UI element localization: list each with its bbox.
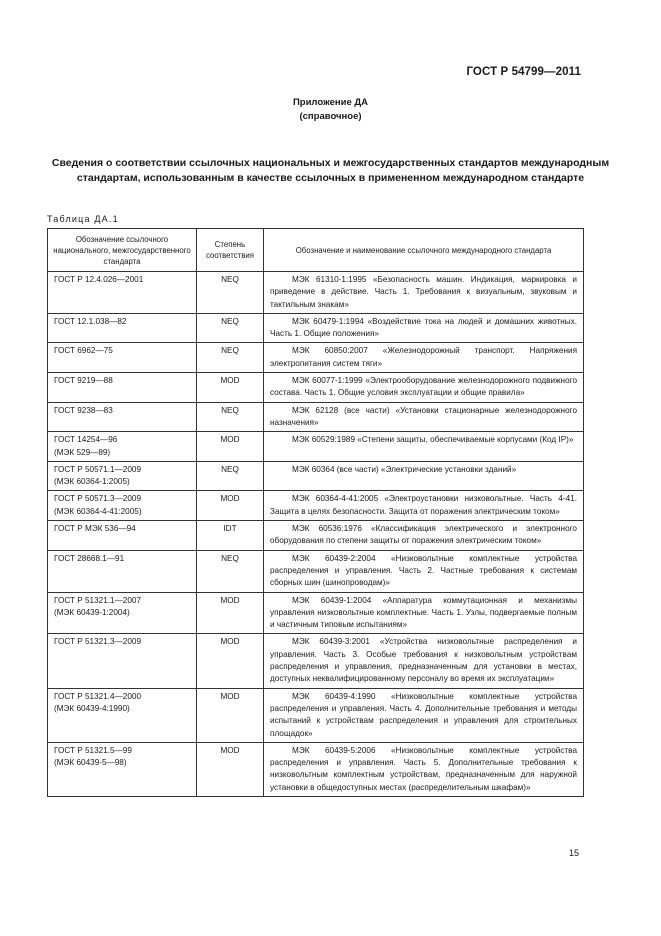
table-row (48, 313, 584, 343)
international-standard-cell: МЭК 60364-4-41:2005 «Электроустановки низковольтные. Часть 4-41. Защита в целях безопасности. Защита от поражения электрическим током» (264, 491, 584, 521)
correspondence-table (47, 228, 584, 797)
table-row (48, 634, 584, 688)
column-header-national-standard: Обозначение ссылочного национального, межгосударственного стандарта (48, 229, 197, 272)
table-body (48, 272, 584, 797)
section-heading: Сведения о соответствии ссылочных национальных и межгосударственных стандартов международным стандартам, использованным в качестве ссылочных в примененном международном стандарте (51, 157, 610, 184)
table-row (48, 688, 584, 742)
national-standard-cell: ГОСТ 28668.1—91 (48, 550, 197, 592)
page-number: 15 (568, 848, 579, 858)
national-standard-cell: ГОСТ Р 51321.1—2007 (МЭК 60439-1:2004) (48, 592, 197, 634)
table-row (48, 491, 584, 521)
degree-cell: NEQ (197, 313, 264, 343)
national-standard-cell: ГОСТ 9238—83 (48, 402, 197, 432)
international-standard-cell: МЭК 60077-1:1999 «Электрооборудование железнодорожного подвижного состава. Часть 1. Общие условия эксплуатации и общие правила» (264, 373, 584, 403)
international-standard-cell: МЭК 60439-2:2004 «Низковольтные комплектные устройства распределения и управления. Часть 2. Частные требования к системам сборных шин (шинопроводам)» (264, 550, 584, 592)
degree-cell: NEQ (197, 272, 264, 314)
national-standard-cell: ГОСТ 12.1.038—82 (48, 313, 197, 343)
national-standard-cell: ГОСТ Р 50571.3—2009 (МЭК 60364-4-41:2005) (48, 491, 197, 521)
international-standard-cell: МЭК 60439-4:1990 «Низковольтные комплектные устройства распределения и управления. Часть 4. Дополнительные требования и методы испытаний к устройствам распределения и управления для строительных площадок» (264, 688, 584, 742)
table-header-row (48, 229, 584, 272)
national-standard-cell: ГОСТ Р 51321.3—2009 (48, 634, 197, 688)
national-standard-cell: ГОСТ Р 51321.4—2000 (МЭК 60439-4:1990) (48, 688, 197, 742)
degree-cell: NEQ (197, 343, 264, 373)
international-standard-cell: МЭК 60529:1989 «Степени защиты, обеспечиваемые корпусами (Код IP)» (264, 432, 584, 462)
international-standard-cell: МЭК 60850:2007 «Железнодорожный транспорт. Напряжения электропитания систем тяги» (264, 343, 584, 373)
national-standard-cell: ГОСТ Р 50571.1—2009 (МЭК 60364-1:2005) (48, 461, 197, 491)
national-standard-cell: ГОСТ Р 51321.5—99 (МЭК 60439-5—98) (48, 742, 197, 796)
degree-cell: IDT (197, 521, 264, 551)
table-row (48, 432, 584, 462)
degree-cell: MOD (197, 373, 264, 403)
table-row (48, 402, 584, 432)
international-standard-cell: МЭК 60439-1:2004 «Аппаратура коммутационная и механизмы управления низковольтные комплектные. Часть 1. Узлы, подвергаемые полным и частичным типовым испытаниям» (264, 592, 584, 634)
national-standard-cell: ГОСТ 9219—88 (48, 373, 197, 403)
table-row (48, 550, 584, 592)
national-standard-cell: ГОСТ Р 12.4.026—2001 (48, 272, 197, 314)
degree-cell: NEQ (197, 550, 264, 592)
table-row (48, 343, 584, 373)
table-row (48, 521, 584, 551)
degree-cell: MOD (197, 432, 264, 462)
table-label: Таблица ДА.1 (47, 214, 119, 224)
column-header-international-standard: Обозначение и наименование ссылочного международного стандарта (264, 229, 584, 272)
international-standard-cell: МЭК 62128 (все части) «Установки стационарные железнодорожного назначения» (264, 402, 584, 432)
degree-cell: MOD (197, 742, 264, 796)
international-standard-cell: МЭК 60364 (все части) «Электрические установки зданий» (264, 461, 584, 491)
national-standard-cell: ГОСТ Р МЭК 536—94 (48, 521, 197, 551)
table-row (48, 461, 584, 491)
degree-cell: MOD (197, 491, 264, 521)
table-row (48, 373, 584, 403)
degree-cell: NEQ (197, 402, 264, 432)
degree-cell: NEQ (197, 461, 264, 491)
table-row (48, 592, 584, 634)
international-standard-cell: МЭК 60536:1976 «Классификация электрического и электронного оборудования по степени защиты от поражения электрическим током» (264, 521, 584, 551)
appendix-block (0, 96, 661, 124)
table-row (48, 742, 584, 796)
document-code: ГОСТ Р 54799—2011 (466, 66, 581, 78)
international-standard-cell: МЭК 61310-1:1995 «Безопасность машин. Индикация, маркировка и приведение в действие. Часть 1. Требования к визуальным, звуковым и тактильным знакам» (264, 272, 584, 314)
national-standard-cell: ГОСТ 6962—75 (48, 343, 197, 373)
appendix-title: Приложение ДА (292, 97, 369, 108)
appendix-subtitle: (справочное) (299, 111, 362, 122)
international-standard-cell: МЭК 60439-3:2001 «Устройства низковольтные распределения и управления. Часть 3. Особые требования к низковольтным устройствам распределения и управления, предназначенным для установки в местах, доступных неквалифицированному персоналу во время их эксплуатации» (264, 634, 584, 688)
degree-cell: MOD (197, 634, 264, 688)
degree-cell: MOD (197, 592, 264, 634)
degree-cell: MOD (197, 688, 264, 742)
international-standard-cell: МЭК 60479-1:1994 «Воздействие тока на людей и домашних животных. Часть 1. Общие положения» (264, 313, 584, 343)
column-header-degree: Степень соответствия (197, 229, 264, 272)
international-standard-cell: МЭК 60439-5:2006 «Низковольтные комплектные устройства распределения и управления. Часть 5. Дополнительные требования к низковольтным комплектным устройствам, предназначенным для наружной установки в общедоступных местах (распределительным шкафам)» (264, 742, 584, 796)
table-row (48, 272, 584, 314)
national-standard-cell: ГОСТ 14254—96 (МЭК 529—89) (48, 432, 197, 462)
